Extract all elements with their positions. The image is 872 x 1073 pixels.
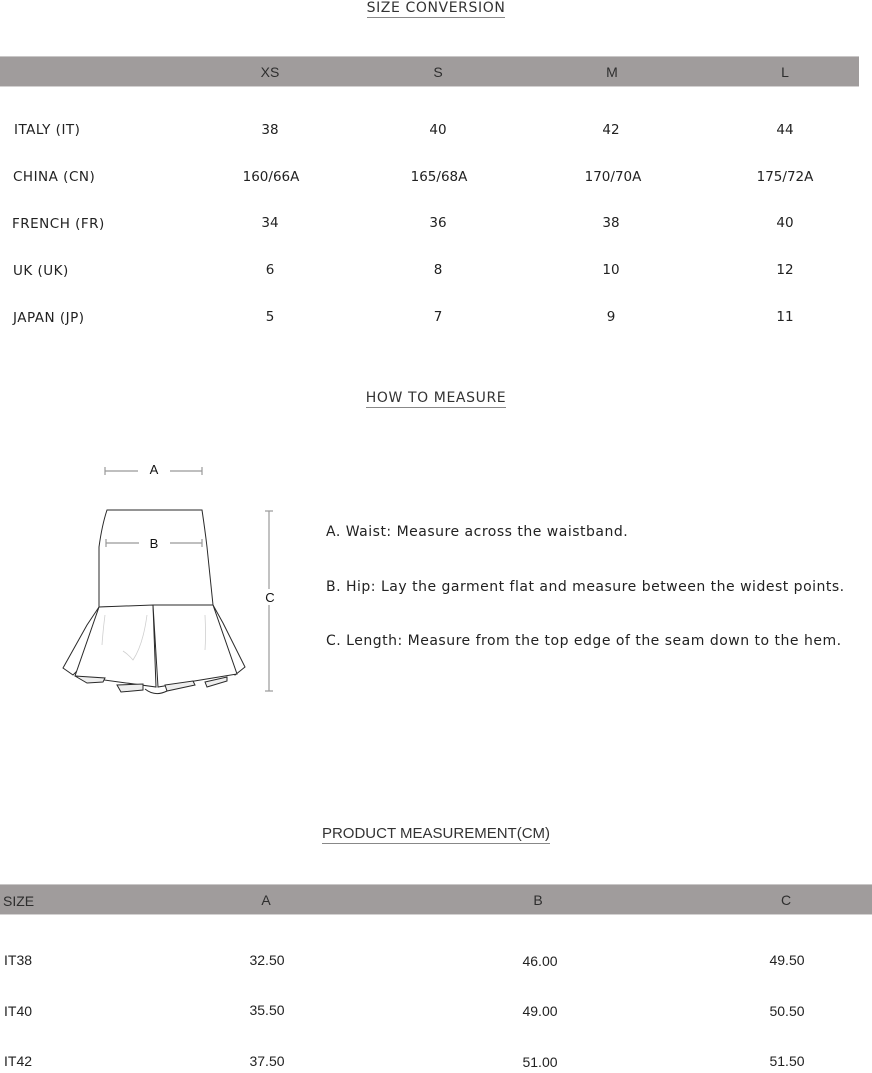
- table-cell: 11: [776, 309, 794, 325]
- column-header-b: B: [533, 892, 543, 908]
- table-cell: 175/72A: [756, 169, 814, 185]
- product-measurement-title: [0, 825, 872, 844]
- table-cell: 32.50: [249, 952, 285, 968]
- label-b: B: [149, 536, 159, 551]
- size-cell: IT42: [4, 1053, 33, 1069]
- table-cell: 160/66A: [242, 169, 300, 185]
- instruction-length: C. Length: Measure from the top edge of the seam down to the hem.: [326, 633, 842, 649]
- label-c: C: [265, 590, 275, 605]
- row-label: UK (UK): [13, 263, 69, 279]
- row-label: FRENCH (FR): [12, 216, 105, 232]
- table-cell: 9: [606, 309, 616, 325]
- instruction-hip: B. Hip: Lay the garment flat and measure between the widest points.: [326, 579, 845, 595]
- table-cell: 44: [776, 122, 794, 138]
- table-cell: 165/68A: [410, 169, 468, 185]
- instruction-waist: A. Waist: Measure across the waistband.: [326, 524, 629, 540]
- size-cell: IT38: [4, 952, 33, 968]
- table-cell: 6: [265, 262, 275, 278]
- table-cell: 40: [776, 215, 794, 231]
- skirt-measurement-diagram: [55, 455, 285, 700]
- column-header-size: SIZE: [3, 893, 35, 909]
- column-header-xs: XS: [260, 64, 280, 80]
- table-cell: 51.50: [769, 1053, 805, 1069]
- how-to-measure-title-text: HOW TO MEASURE: [365, 390, 507, 406]
- table-cell: 34: [261, 215, 279, 231]
- label-a: A: [149, 462, 159, 477]
- row-label: JAPAN (JP): [13, 310, 85, 326]
- table-cell: 12: [776, 262, 794, 278]
- table-cell: 7: [433, 309, 443, 325]
- size-conversion-header: [0, 56, 859, 87]
- column-header-m: M: [606, 64, 618, 80]
- table-cell: 40: [429, 122, 447, 138]
- column-header-l: L: [781, 64, 789, 80]
- how-to-measure-title: [0, 390, 872, 408]
- size-conversion-title-text: SIZE CONVERSION: [366, 0, 506, 16]
- column-header-s: S: [433, 64, 443, 80]
- table-cell: 170/70A: [584, 169, 642, 185]
- table-cell: 46.00: [522, 953, 558, 969]
- product-measurement-title-text: PRODUCT MEASUREMENT(CM): [321, 825, 551, 842]
- table-cell: 8: [433, 262, 443, 278]
- size-cell: IT40: [4, 1003, 33, 1019]
- table-cell: 37.50: [249, 1053, 285, 1069]
- size-conversion-title: [0, 0, 872, 18]
- row-label: CHINA (CN): [13, 169, 96, 185]
- table-cell: 49.50: [769, 952, 805, 968]
- table-cell: 5: [265, 309, 275, 325]
- table-cell: 36: [429, 215, 447, 231]
- table-cell: 42: [602, 122, 620, 138]
- table-cell: 49.00: [522, 1003, 558, 1019]
- table-cell: 50.50: [769, 1003, 805, 1019]
- table-cell: 10: [602, 262, 620, 278]
- column-header-a: A: [261, 892, 271, 908]
- table-cell: 38: [602, 215, 620, 231]
- product-measurement-header: [0, 884, 872, 915]
- table-cell: 38: [261, 122, 279, 138]
- row-label: ITALY (IT): [14, 122, 81, 138]
- table-cell: 35.50: [249, 1002, 285, 1018]
- column-header-c: C: [780, 892, 792, 908]
- table-cell: 51.00: [522, 1054, 558, 1070]
